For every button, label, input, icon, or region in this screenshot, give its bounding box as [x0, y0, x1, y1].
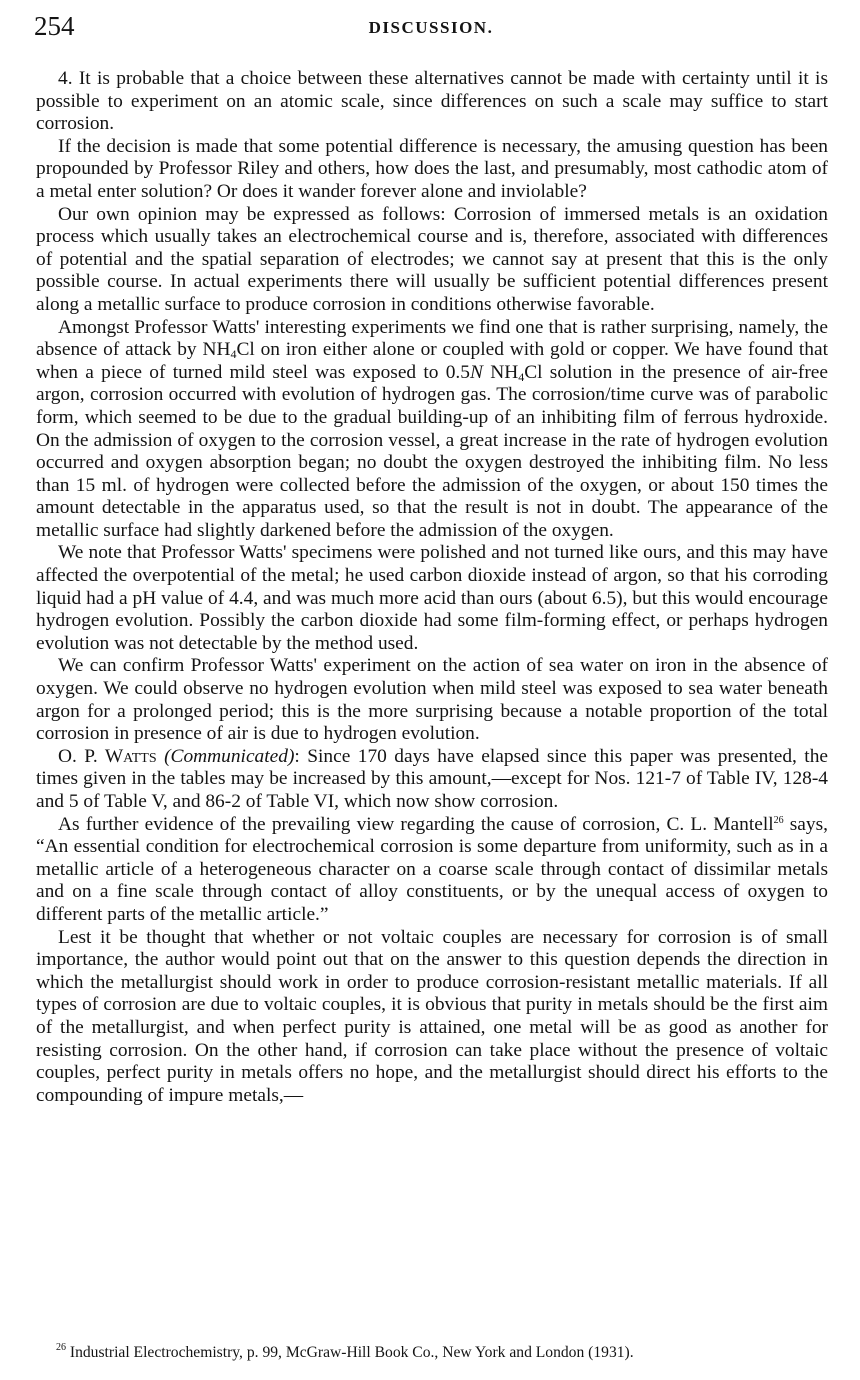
- paragraph-riley-question: If the decision is made that some potential difference is necessary, the amusing question has been propounded by Professor Riley and others, how does the last, and presumably, most cathodic atom of a metal enter solution? Or does it wander forever alone and inviolable?: [36, 135, 828, 202]
- paragraph-sea-water: We can confirm Professor Watts' experiment on the action of sea water on iron in the absence of oxygen. We could observe no hydrogen evolution when mild steel was exposed to sea water beneath argon for a prolonged period; this is the more surprising because a notable proportion of the total corrosion in presence of air is due to hydrogen evolution.: [36, 655, 828, 745]
- page-header: [34, 8, 828, 44]
- text-run: Amongst Professor Watts' interesting experiments we find one that is rather surprising, namely, the absence of attack by NH: [36, 316, 828, 361]
- footnote-text: Industrial Electrochemistry, p. 99, McGraw-Hill Book Co., New York and London (1931).: [66, 1344, 634, 1361]
- text-run: NH: [482, 361, 519, 383]
- text-run: : Since 170 days have elapsed since this paper was presented, the times given in the tables may be increased by this amount,—except for Nos. 121-7 of Table IV, 128-4 and 5 of Table V, and 86-2 of Table VI, which now show corrosion.: [36, 745, 829, 812]
- speaker-name: O. P. Watts: [58, 745, 157, 767]
- text-run: Cl solution in the presence of air-free argon, corrosion occurred with evolution of hydrogen gas. The corrosion/time curve was of parabolic form, which seemed to be due to the gradual building-up of an inhibiting film of ferrous hydroxide. On the admission of oxygen to the corrosion vessel, a great increase in the rate of hydrogen evolution occurred and oxygen absorption began; no doubt the oxygen destroyed the inhibiting film. No less than 15 ml. of hydrogen were collected before the admission of the oxygen, or about 150 times the amount detectable in the apparatus used, so that the result is not in doubt. The appearance of the metallic surface had slightly darkened before the admission of the oxygen.: [36, 361, 829, 541]
- running-head: DISCUSSION.: [368, 18, 494, 37]
- text-run: says, “An essential condition for electrochemical corrosion is some departure from uniformity, such as in a metallic article of a heterogeneous character on a coarse scale through contact of dissimilar metals and on a fine scale through contact of alloy constituents, or by the unequal access of oxygen to different parts of the metallic article.”: [36, 813, 828, 925]
- text-run: As further evidence of the prevailing view regarding the cause of corrosion, C. L. Mantell: [58, 813, 774, 835]
- footnote-number: 26: [56, 1342, 66, 1353]
- footnote-ref: 26: [773, 814, 784, 826]
- page-number: 254: [34, 11, 75, 41]
- paragraph-watts-communication: [36, 746, 828, 814]
- text-run: Cl on iron either alone or coupled with gold or copper. We have found that when a piece of turned mild steel was exposed to 0.5: [36, 339, 828, 383]
- subscript: 4: [518, 369, 525, 384]
- body-text: [36, 68, 828, 1107]
- paragraph-argon-experiment: [36, 317, 828, 543]
- paragraph-mantell-quote: [36, 814, 828, 927]
- communicated-label: (Communicated): [164, 745, 295, 767]
- subscript: 4: [230, 347, 237, 362]
- paragraph-polished-specimens: We note that Professor Watts' specimens were polished and not turned like ours, and this may have affected the overpotential of the metal; he used carbon dioxide instead of argon, so that his corroding liquid had a pH value of 4.4, and was much more acid than ours (about 6.5), but this would encourage hydrogen evolution. Possibly the carbon dioxide had some film-forming effect, or perhaps hydrogen evolution was not detectable by the method used.: [36, 542, 828, 654]
- normality-symbol: N: [469, 361, 483, 383]
- paragraph-voltaic-couples: Lest it be thought that whether or not voltaic couples are necessary for corrosion is of small importance, the author would point out that on the answer to this question depends the direction in which the metallurgist should work in order to produce corrosion-resistant metallic materials. If all types of corrosion are due to voltaic couples, it is obvious that purity in metals should be the first aim of the metallurgist, and when perfect purity is attained, one metal will be as good as another for resisting corrosion. On the other hand, if corrosion can take place without the presence of voltaic couples, perfect purity in metals offers no hope, and the metallurgist should direct his efforts to the compounding of impure metals,—: [36, 926, 828, 1106]
- paragraph-point-4: 4. It is probable that a choice between these alternatives cannot be made with certainty until it is possible to experiment on an atomic scale, since differences on such a scale may suffice to start corrosion.: [36, 68, 828, 135]
- paragraph-own-opinion: Our own opinion may be expressed as follows: Corrosion of immersed metals is an oxidation process which usually takes an electrochemical course and is, therefore, associated with differences of potential and the spatial separation of electrodes; we cannot say at present that this is the only possible course. In actual experiments there will usually be sufficient potential differences present along a metallic surface to produce corrosion in conditions otherwise favorable.: [36, 203, 828, 315]
- footnote: [36, 1343, 856, 1363]
